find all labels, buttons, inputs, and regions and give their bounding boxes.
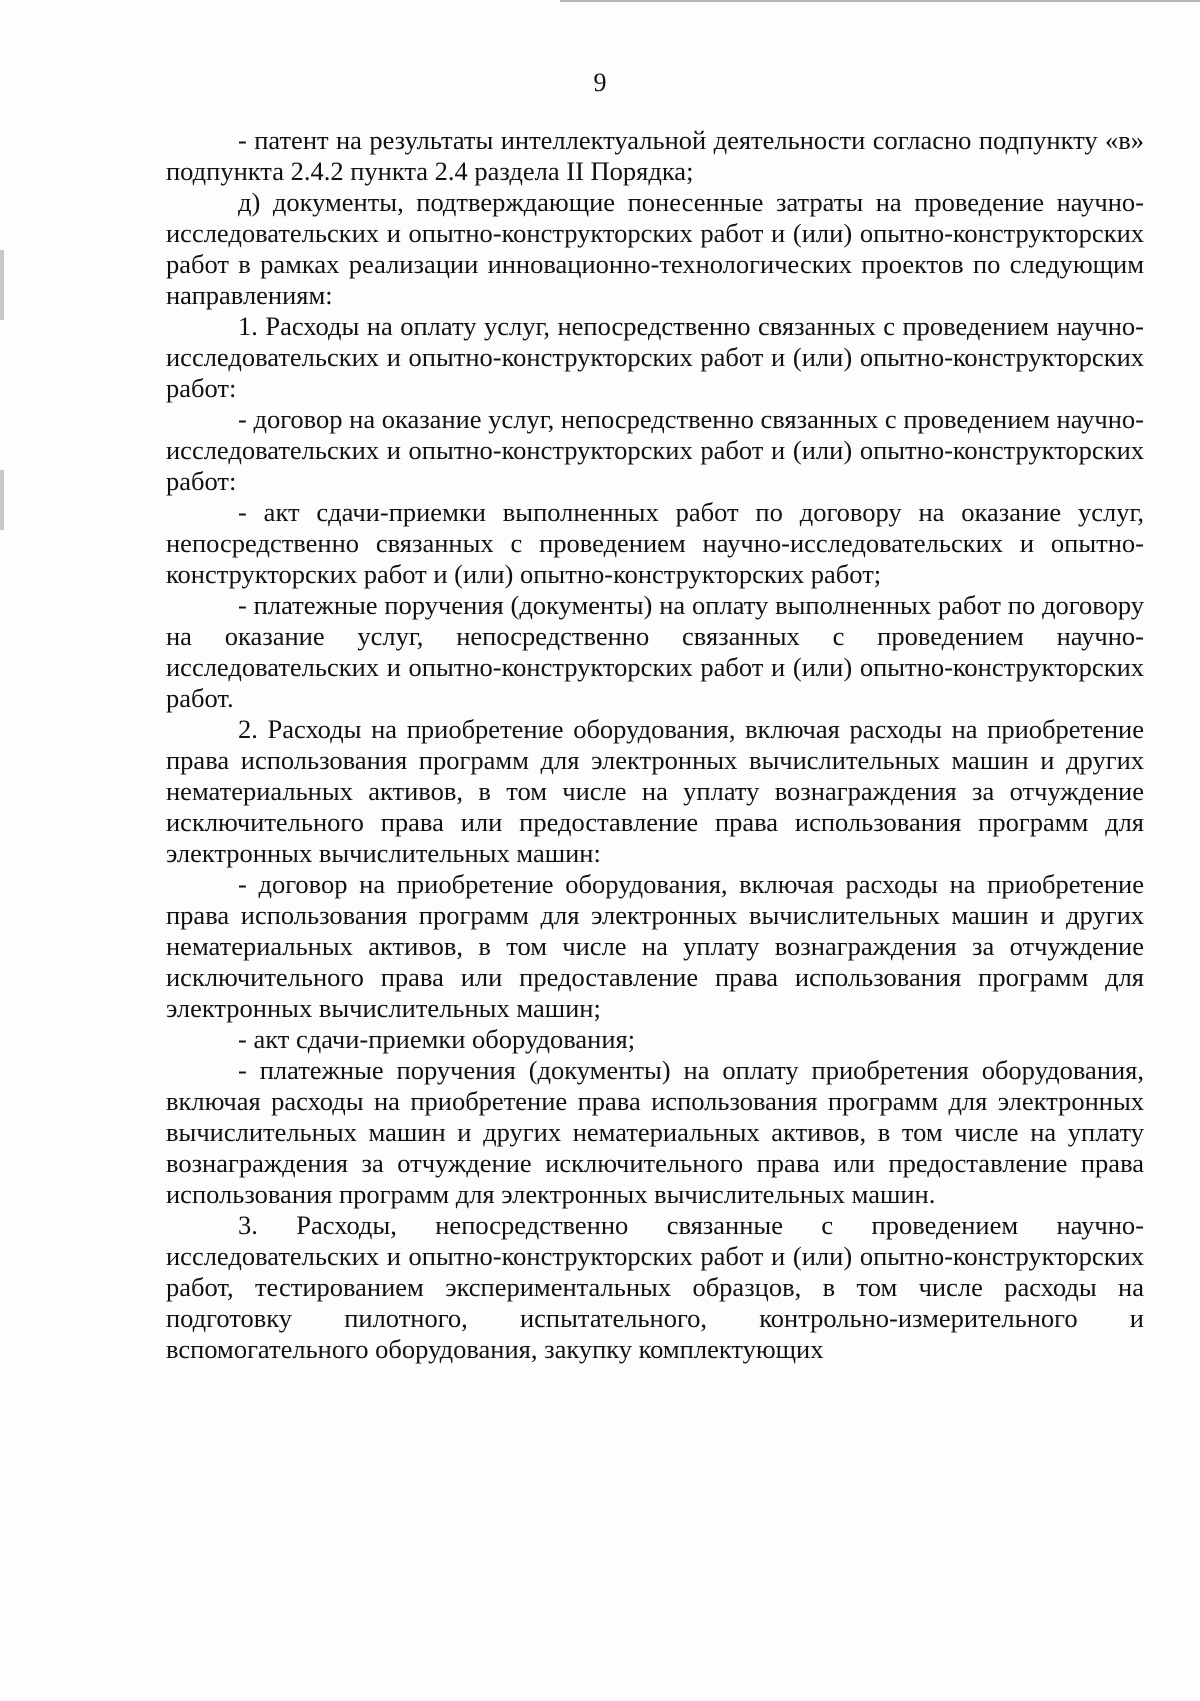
paragraph-acceptance-act-services: - акт сдачи-приемки выполненных работ по договору на оказание услуг, непосредственно связанных с проведением научно-исследовательских и опытно-конструкторских работ и (или) опытно-конструкторских работ; [166, 497, 1144, 589]
paragraph-expense-3: 3. Расходы, непосредственно связанные с проведением научно-исследовательских и опытно-конструкторских работ и (или) опытно-конструкторских работ, тестированием экспериментальных образцов, в том числе расходы на подготовку пилотного, испытательного, контрольно-измерительного и вспомогательного оборудования, закупку комплектующих [166, 1210, 1144, 1364]
paragraph-expense-1: 1. Расходы на оплату услуг, непосредственно связанных с проведением научно-исследовательских и опытно-конструкторских работ и (или) опытно-конструкторских работ: [166, 311, 1144, 403]
paragraph-payment-orders-services: - платежные поручения (документы) на оплату выполненных работ по договору на оказание услуг, непосредственно связанных с проведением научно-исследовательских и опытно-конструкторских работ и (или) опытно-конструкторских работ. [166, 590, 1144, 713]
scan-edge-line [560, 0, 1200, 2]
paragraph-payment-orders-equipment: - платежные поручения (документы) на оплату приобретения оборудования, включая расходы на приобретение права использования программ для электронных вычислительных машин и других нематериальных активов, в том числе на уплату вознаграждения за отчуждение исключительного права или предоставление права использования программ для электронных вычислительных машин. [166, 1055, 1144, 1209]
paragraph-expense-2: 2. Расходы на приобретение оборудования, включая расходы на приобретение права использования программ для электронных вычислительных машин и других нематериальных активов, в том числе на уплату вознаграждения за отчуждение исключительного права или предоставление права использования программ для электронных вычислительных машин: [166, 714, 1144, 868]
document-body [166, 125, 1144, 1365]
page-number: 9 [593, 68, 607, 97]
paragraph-contract-equipment: - договор на приобретение оборудования, включая расходы на приобретение права использования программ для электронных вычислительных машин и других нематериальных активов, в том числе на уплату вознаграждения за отчуждение исключительного права или предоставление права использования программ для электронных вычислительных машин; [166, 869, 1144, 1023]
paragraph-item-d: д) документы, подтверждающие понесенные затраты на проведение научно-исследовательских и опытно-конструкторских работ и (или) опытно-конструкторских работ в рамках реализации инновационно-технологических проектов по следующим направлениям: [166, 187, 1144, 310]
paragraph-patent: - патент на результаты интеллектуальной деятельности согласно подпункту «в» подпункта 2.4.2 пункта 2.4 раздела II Порядка; [166, 125, 1144, 186]
scan-edge-mark [0, 470, 4, 530]
paragraph-acceptance-act-equipment: - акт сдачи-приемки оборудования; [238, 1024, 636, 1054]
paragraph-contract-services: - договор на оказание услуг, непосредственно связанных с проведением научно-исследовательских и опытно-конструкторских работ и (или) опытно-конструкторских работ: [166, 404, 1144, 496]
scan-edge-mark [0, 250, 4, 320]
